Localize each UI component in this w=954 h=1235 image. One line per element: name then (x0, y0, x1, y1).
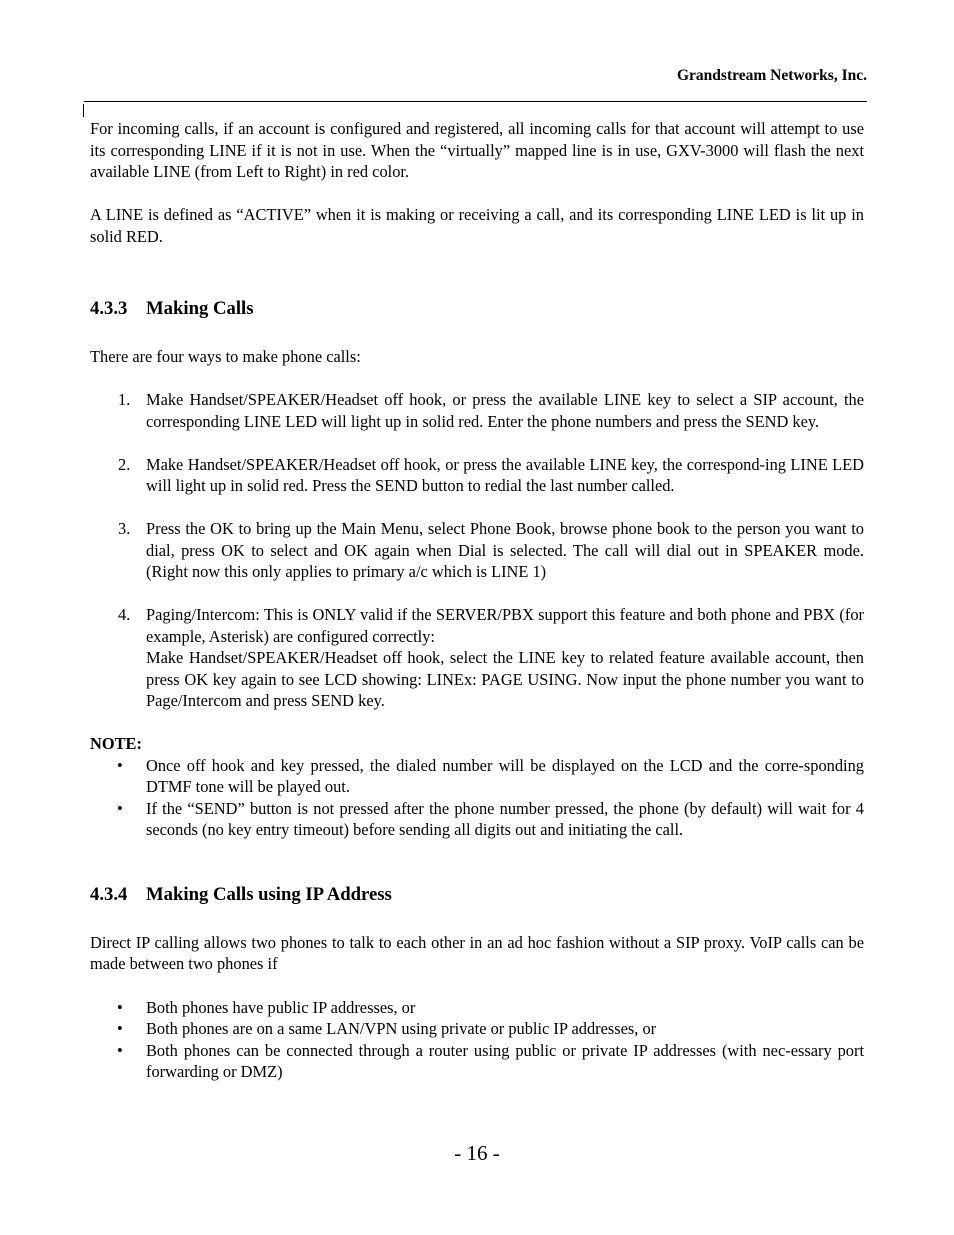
list-item (90, 604, 864, 712)
section-lead: There are four ways to make phone calls: (90, 347, 361, 366)
condition-text: Both phones are on a same LAN/VPN using private or public IP addresses, or (146, 1019, 657, 1038)
margin-tick (83, 104, 84, 117)
ip-conditions-list (90, 997, 864, 1083)
list-item-text: Make Handset/SPEAKER/Headset off hook, or press the available LINE key to select a SIP account, the corresponding LINE LED will light up in solid red. Enter the phone numbers and press the SEND key. (146, 390, 864, 431)
section-heading-4-3-3 (90, 297, 864, 321)
list-number: 2. (118, 454, 131, 474)
condition-item (90, 1040, 864, 1083)
header-rule (84, 101, 867, 102)
list-number: 4. (118, 605, 131, 624)
list-item (90, 518, 864, 583)
section-heading-4-3-4 (90, 883, 864, 907)
list-number: 3. (118, 519, 131, 538)
list-item-text: Make Handset/SPEAKER/Headset off hook, or press the available LINE key, the correspond-ing LINE LED will light up in solid red. Press the SEND button to redial the last number called. (146, 454, 864, 495)
list-item-text: Press the OK to bring up the Main Menu, select Phone Book, browse phone book to the person you want to dial, press OK to select and OK again when Dial is selected. The call will dial out in SPEAKER mode. (Right now this only applies to primary a/c which is LINE 1) (146, 519, 864, 581)
call-methods-list (90, 389, 864, 712)
note-label: NOTE: (90, 734, 142, 753)
note-item (90, 798, 864, 841)
notes-list (90, 755, 864, 841)
list-item-text: Paging/Intercom: This is ONLY valid if the SERVER/PBX support this feature and both phone and PBX (for example, Asterisk) are configured correctly: (146, 605, 864, 646)
section-lead: Direct IP calling allows two phones to talk to each other in an ad hoc fashion without a SIP proxy. VoIP calls can be made between two phones if (90, 932, 864, 973)
condition-text: Both phones can be connected through a router using public or private IP addresses (with nec-essary port forwarding or DMZ) (146, 1040, 864, 1081)
bullet-icon: • (117, 798, 123, 818)
bullet-icon: • (117, 997, 123, 1017)
list-item (90, 454, 864, 497)
note-item (90, 755, 864, 798)
running-header: Grandstream Networks, Inc. (676, 67, 867, 84)
section-title: Making Calls using IP Address (146, 883, 392, 905)
note-text: Once off hook and key pressed, the dialed number will be displayed on the LCD and the corre-sponding DTMF tone will be played out. (146, 755, 864, 796)
section-number: 4.3.3 (90, 298, 128, 319)
intro-paragraph-1: For incoming calls, if an account is configured and registered, all incoming calls for that account will attempt to use its corresponding LINE if it is not in use. When the “virtually” mapped line is in use, GXV-3000 will flash the next available LINE (from Left to Right) in red color. (90, 119, 864, 181)
list-number: 1. (118, 390, 131, 409)
list-item (90, 389, 864, 432)
page-number: - 16 - (454, 1141, 500, 1165)
bullet-icon: • (117, 1040, 123, 1060)
body-content (90, 118, 864, 1083)
condition-item (90, 1018, 864, 1040)
section-title: Making Calls (146, 298, 254, 319)
condition-item (90, 997, 864, 1019)
bullet-icon: • (117, 1019, 123, 1038)
section-number: 4.3.4 (90, 883, 128, 905)
intro-paragraph-2: A LINE is defined as “ACTIVE” when it is making or receiving a call, and its corresponding LINE LED is lit up in solid RED. (90, 205, 864, 246)
note-text: If the “SEND” button is not pressed after the phone number pressed, the phone (by default) will wait for 4 seconds (no key entry timeout) before sending all digits out and initiating the call. (146, 798, 864, 839)
bullet-icon: • (117, 755, 123, 775)
condition-text: Both phones have public IP addresses, or (146, 997, 416, 1017)
list-item-text-continued: Make Handset/SPEAKER/Headset off hook, select the LINE key to related feature available account, then press OK key again to see LCD showing: LINEx: PAGE USING. Now input the phone number you want to Page/Intercom and press SEND key. (146, 648, 864, 710)
